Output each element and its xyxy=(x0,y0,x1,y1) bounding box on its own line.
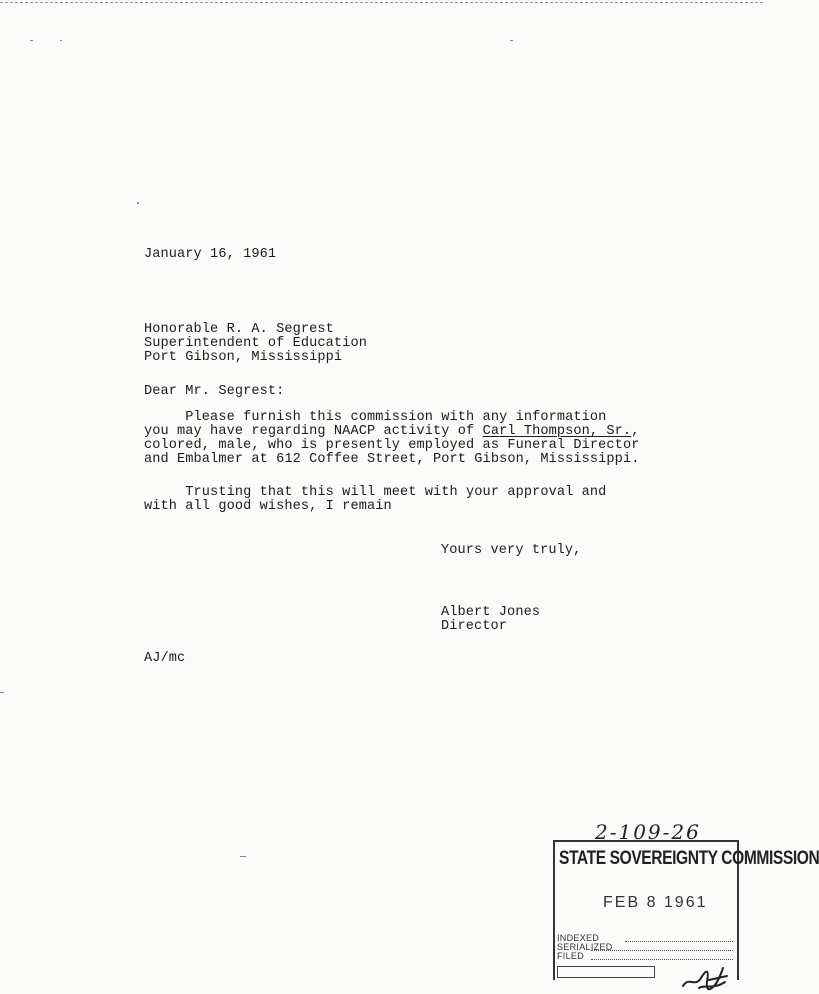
subject-name: Carl Thompson, Sr. xyxy=(482,424,632,439)
scan-speck xyxy=(0,692,4,693)
body-text: you may have regarding NAACP activity of xyxy=(144,424,483,439)
stamp-agency-name: STATE SOVEREIGNTY COMMISSION xyxy=(559,848,819,869)
stamp-dotted-line xyxy=(625,941,733,942)
stamp-label-filed: FILED xyxy=(557,951,585,961)
stamp-entry-bar xyxy=(557,966,655,978)
stamp-dotted-line xyxy=(591,950,733,951)
recipient-title: Superintendent of Education xyxy=(144,336,367,351)
body-paragraph-2-line-1: Trusting that this will meet with your approval and xyxy=(144,485,607,500)
body-text: , xyxy=(631,424,640,439)
scan-speck xyxy=(30,40,33,41)
body-paragraph-1-line-1: Please furnish this commission with any information xyxy=(144,410,607,425)
letter-date: January 16, 1961 xyxy=(144,247,277,262)
scan-speck xyxy=(137,202,139,204)
stamp-file-number: 2-109-26 xyxy=(595,820,701,844)
stamp-box xyxy=(553,840,819,980)
reference-initials: AJ/mc xyxy=(144,651,186,666)
recipient-name: Honorable R. A. Segrest xyxy=(144,322,334,337)
recipient-location: Port Gibson, Mississippi xyxy=(144,350,343,365)
scan-speck xyxy=(60,40,62,41)
signer-name: Albert Jones xyxy=(441,605,541,620)
salutation: Dear Mr. Segrest: xyxy=(144,384,285,399)
top-edge-rule xyxy=(0,2,763,3)
body-paragraph-1-line-4: and Embalmer at 612 Coffee Street, Port Gibson, Mississippi. xyxy=(144,452,640,467)
body-paragraph-1-line-2 xyxy=(144,425,639,439)
commission-receipt-stamp xyxy=(549,812,819,980)
stamp-label-serialized: SERIALIZED xyxy=(557,942,613,952)
signer-title: Director xyxy=(441,619,508,634)
handwritten-initials xyxy=(679,962,729,994)
scan-speck xyxy=(240,856,246,857)
stamp-dotted-line xyxy=(591,959,733,960)
stamp-received-date: FEB 8 1961 xyxy=(603,894,708,911)
scan-speck xyxy=(510,40,513,41)
complimentary-closing: Yours very truly, xyxy=(441,543,582,558)
body-paragraph-1-line-3: colored, male, who is presently employed as Funeral Director xyxy=(144,438,640,453)
body-paragraph-2-line-2: with all good wishes, I remain xyxy=(144,499,392,514)
stamp-label-indexed: INDEXED xyxy=(557,933,600,943)
